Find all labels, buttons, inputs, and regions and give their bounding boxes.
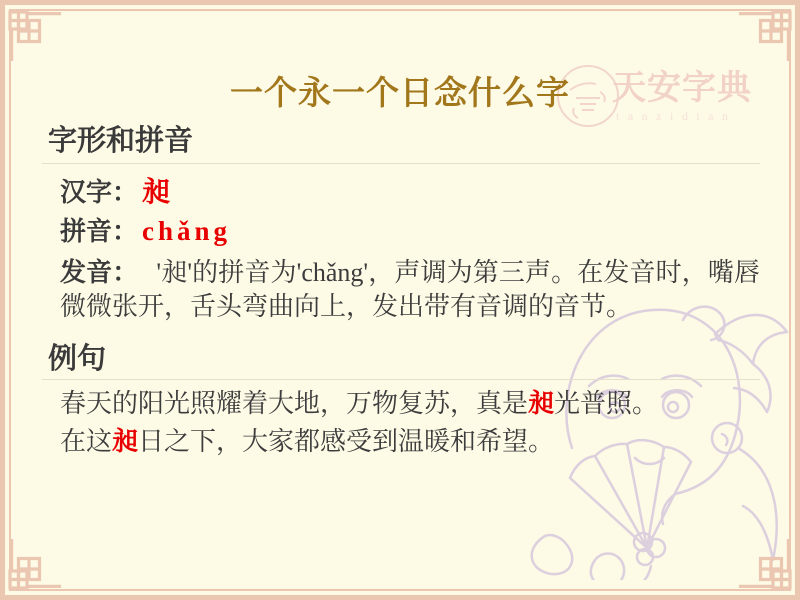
logo-name: 天安字典: [612, 70, 752, 107]
hanzi-value: 昶: [142, 177, 171, 208]
section-heading-pinyin: 字形和拼音: [48, 125, 194, 157]
pinyin-value: chǎng: [142, 216, 232, 246]
logo-subtext: tanzidian: [616, 109, 737, 123]
section-heading-examples: 例句: [48, 343, 107, 375]
corner-ornament-icon: [737, 7, 793, 63]
hanzi-label: 汉字：: [60, 178, 139, 207]
corner-ornament-icon: [737, 537, 793, 593]
corner-ornament-icon: [7, 537, 63, 593]
page-title: 一个永一个日念什么字: [230, 76, 570, 112]
highlighted-character: 昶: [112, 427, 139, 456]
sentence-text: 光普照。: [554, 389, 659, 418]
highlighted-character: 昶: [528, 389, 555, 418]
divider: [42, 163, 760, 164]
corner-ornament-icon: [7, 7, 63, 63]
pronunciation-text: '昶'的拼音为'chǎng'，声调为第三声。在发音时，嘴唇微微张开，舌头弯曲向上，发出带有音调的音节。: [60, 258, 760, 321]
sentence-text: 在这: [60, 427, 113, 456]
divider: [42, 379, 760, 380]
sentence-text: 春天的阳光照耀着大地，万物复苏，真是: [60, 389, 529, 418]
pinyin-label: 拼音：: [60, 217, 139, 246]
example-sentence: [60, 388, 658, 420]
sentence-text: 日之下，大家都感受到温暖和希望。: [138, 427, 555, 456]
pinyin-row: [60, 214, 231, 249]
pronunciation-label: 发音：: [60, 258, 139, 287]
hanzi-row: [60, 176, 170, 210]
example-sentence: [60, 426, 554, 458]
pronunciation-row: [60, 256, 760, 324]
